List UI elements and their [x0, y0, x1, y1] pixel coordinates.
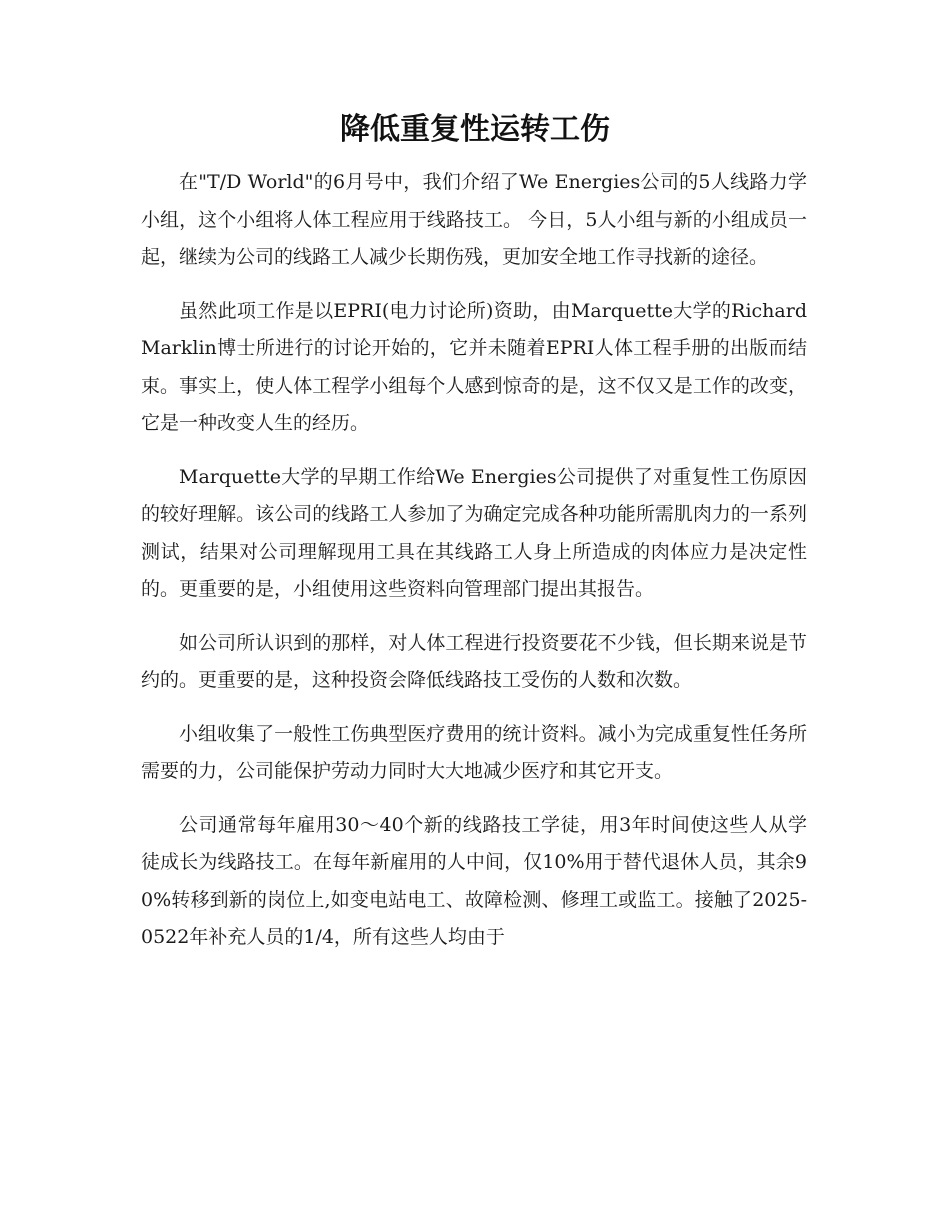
document-title: 降低重复性运转工伤: [340, 112, 610, 147]
paragraph-6: 公司通常每年雇用30～40个新的线路技工学徒，用3年时间使这些人从学徒成长为线路技工。在每年新雇用的人中间，仅10%用于替代退休人员，其余90%转移到新的岗位上,如变电站电工、故障检测、修理工或监工。接触了2025-0522年补充人员的1/4，所有这些人均由于: [141, 813, 807, 948]
document-body: [141, 164, 807, 973]
paragraph-3: Marquette大学的早期工作给We Energies公司提供了对重复性工伤原因的较好理解。该公司的线路工人参加了为确定完成各种功能所需肌肉力的一系列测试，结果对公司理解现用工具在其线路工人身上所造成的肉体应力是决定性的。更重要的是，小组使用这些资料向管理部门提出其报告。: [141, 465, 807, 600]
paragraph-4: 如公司所认识到的那样，对人体工程进行投资要花不少钱，但长期来说是节约的。更重要的是，这种投资会降低线路技工受伤的人数和次数。: [141, 631, 807, 691]
paragraph-5: 小组收集了一般性工伤典型医疗费用的统计资料。减小为完成重复性任务所需要的力，公司能保护劳动力同时大大地减少医疗和其它开支。: [141, 722, 807, 782]
paragraph-1: 在"T/D World"的6月号中，我们介绍了We Energies公司的5人线路力学小组，这个小组将人体工程应用于线路技工。 今日，5人小组与新的小组成员一起，继续为公司的线路工人减少长期伤残，更加安全地工作寻找新的途径。: [141, 171, 807, 268]
paragraph-2: 虽然此项工作是以EPRI(电力讨论所)资助，由Marquette大学的Richard Marklin博士所进行的讨论开始的，它并未随着EPRI人体工程手册的出版而结束。事实上，使人体工程学小组每个人感到惊奇的是，这不仅又是工作的改变，它是一种改变人生的经历。: [141, 299, 807, 434]
